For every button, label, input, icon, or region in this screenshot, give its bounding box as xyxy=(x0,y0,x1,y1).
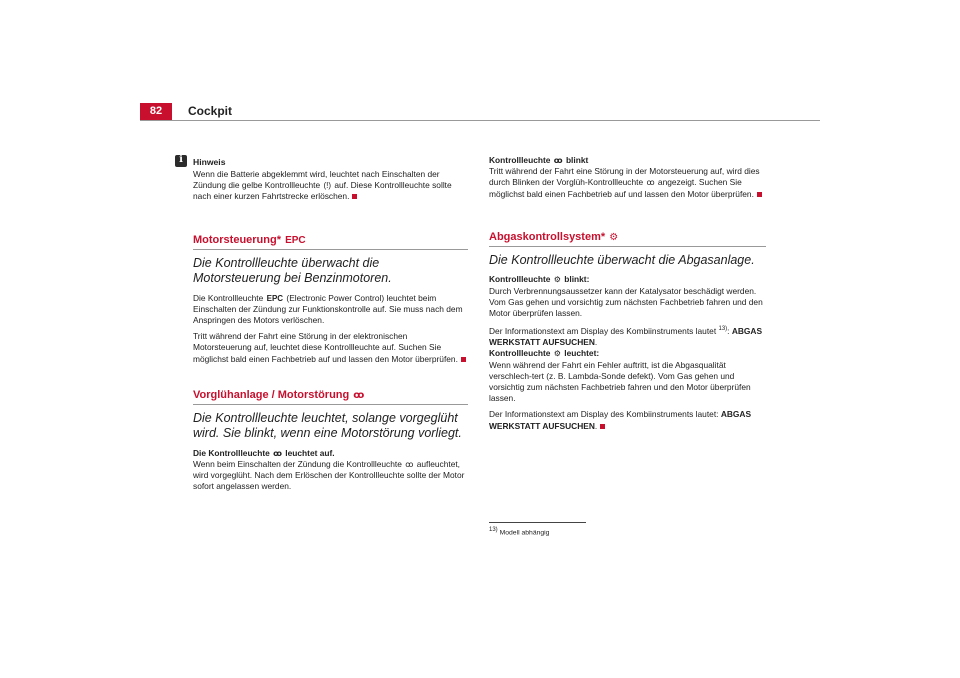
paragraph: Tritt während der Fahrt eine Störung in der Motorsteuerung auf, wird dies durch Blinken der Vorglüh-Kontrollleuchte ꝏ angezeigt. Suchen Sie möglichst bald einen Fachbetrieb auf und lassen den Motor überprüfen. xyxy=(489,166,766,200)
subheading: Kontrollleuchte ⚙ blinkt: xyxy=(489,274,590,285)
end-mark-icon xyxy=(352,194,357,199)
left-column xyxy=(193,155,468,493)
epc-icon: EPC xyxy=(285,234,306,246)
glow-plug-icon: ꝏ xyxy=(553,156,563,165)
note-heading xyxy=(193,155,468,167)
note-text: Wenn die Batterie abgeklemmt wird, leuchtet nach Einschalten der Zündung die gelbe Kontrollleuchte (!) auf. Diese Kontrollleuchte sollte nach einer kurzen Fahrtstrecke erlöschen. xyxy=(193,169,452,202)
section-intro-motorsteuerung: Die Kontrollleuchte überwacht die Motorsteuerung bei Benzinmotoren. xyxy=(193,255,392,286)
warning-light-icon: (!) xyxy=(323,181,332,191)
section-intro-abgaskontrollsystem: Die Kontrollleuchte überwacht die Abgasanlage. xyxy=(489,252,755,267)
paragraph: Durch Verbrennungsaussetzer kann der Katalysator beschädigt werden. Vom Gas gehen und vorsichtig zum nächsten Fachbetrieb fahren und den Motor überprüfen lassen. xyxy=(489,285,763,318)
glow-plug-icon: ꝏ xyxy=(273,448,282,458)
engine-check-icon: ⚙ xyxy=(553,349,561,359)
header-divider xyxy=(140,120,820,121)
subheading: Die Kontrollleuchte ꝏ leuchtet auf. xyxy=(193,447,335,458)
paragraph: Wenn beim Einschalten der Zündung die Kontrollleuchte ꝏ aufleuchtet, wird vorgeglüht. Nach dem Erlöschen der Kontrollleuchte sollte der Motor sofort angelassen werden. xyxy=(193,459,465,492)
paragraph: Die Kontrollleuchte EPC (Electronic Power Control) leuchtet beim Einschalten der Zündung zur Funktionskontrolle auf. Sie muss nach dem Anspringen des Motors verlöschen. xyxy=(193,292,463,326)
end-mark-icon xyxy=(600,424,605,429)
engine-check-icon: ⚙ xyxy=(609,231,619,243)
section-title-abgaskontrollsystem: Abgaskontrollsystem* ⚙ xyxy=(489,230,766,247)
info-note-icon xyxy=(175,155,187,167)
end-mark-icon xyxy=(461,357,466,362)
paragraph: Der Informationstext am Display des Kombiinstruments lautet $^{13)}$: ABGAS WERKSTATT AUFSUCHEN. xyxy=(489,325,763,348)
footnote: $^{13)}$ Modell abhängig xyxy=(489,527,550,537)
paragraph: Wenn während der Fahrt ein Fehler auftritt, ist die Abgasqualität verschlech-tert (z. B. Lambda-Sonde defekt). Vom Gas gehen und vorsichtig zum nächsten Fachbetrieb fahren und den Motor überprüfen lassen. xyxy=(489,359,751,404)
glow-plug-icon: ꝏ xyxy=(646,178,655,188)
section-title-motorsteuerung: Motorsteuerung* EPC xyxy=(193,233,468,250)
subheading: Kontrollleuchte ⚙ leuchtet: xyxy=(489,348,600,359)
right-column xyxy=(489,155,766,432)
note-label: Hinweis xyxy=(193,157,226,167)
section-title-vorgluehanlage: Vorglühanlage / Motorstörung ꝏ xyxy=(193,388,468,405)
page-header-title: Cockpit xyxy=(188,104,233,118)
subheading: Kontrollleuchte ꝏ blinkt xyxy=(489,155,589,165)
footnote-ref: 13) xyxy=(718,326,728,333)
paragraph: Der Informationstext am Display des Kombiinstruments lautet: ABGAS WERKSTATT AUFSUCHEN. xyxy=(489,409,752,431)
glow-plug-icon: ꝏ xyxy=(405,460,414,470)
end-mark-icon xyxy=(757,192,762,197)
epc-icon: EPC xyxy=(266,293,284,303)
paragraph: Tritt während der Fahrt eine Störung in der elektronischen Motorsteuerung auf, leuchtet diese Kontrollleuchte auf. Suchen Sie möglichst bald einen Fachbetrieb auf und lassen den Motor überprüfen. xyxy=(193,331,468,365)
footnote-divider xyxy=(489,522,586,523)
engine-check-icon: ⚙ xyxy=(553,275,561,285)
page-number: 82 xyxy=(140,103,172,120)
glow-plug-icon: ꝏ xyxy=(353,389,365,401)
section-intro-vorgluehanlage: Die Kontrollleuchte leuchtet, solange vorgeglüht wird. Sie blinkt, wenn eine Motorstörung vorliegt. xyxy=(193,410,462,441)
